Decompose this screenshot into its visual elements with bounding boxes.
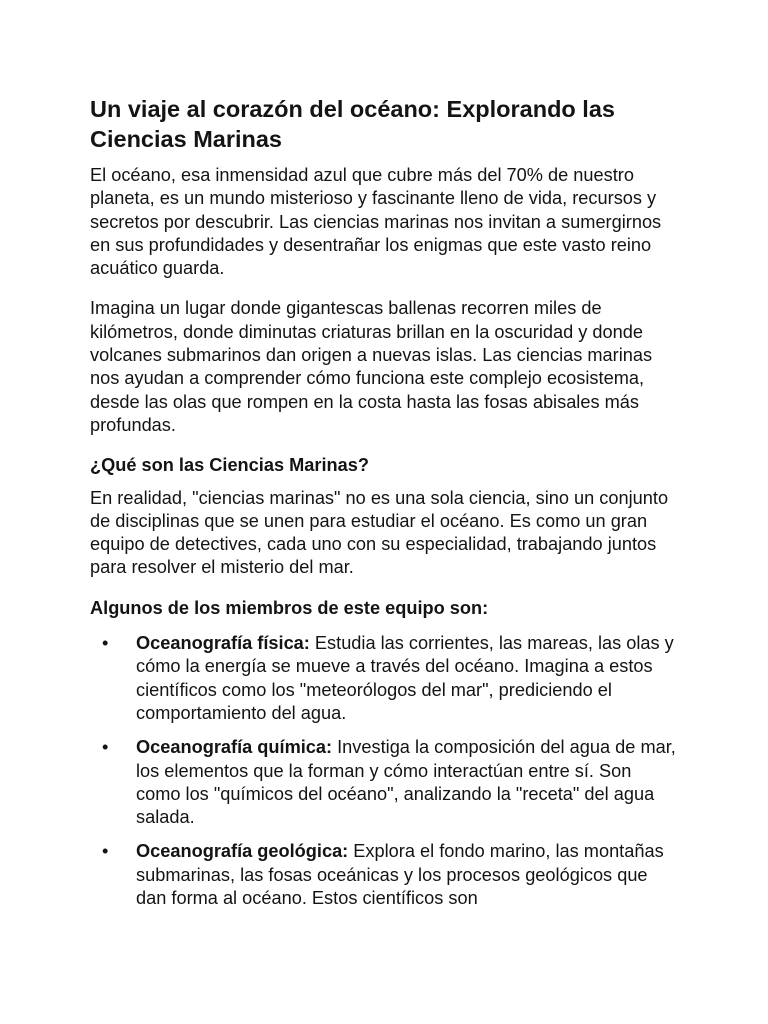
list-item-term: Oceanografía química:: [136, 737, 333, 758]
imagine-paragraph: Imagina un lugar donde gigantescas ballenas recorren miles de kilómetros, donde diminutas criaturas brillan en la oscuridad y donde volcanes submarinos dan origen a nuevas islas. Las ciencias marinas nos ayudan a comprender cómo funciona este complejo ecosistema, desde las olas que rompen en la costa hasta las fosas abisales más profundas.: [90, 298, 653, 435]
document-title: Un viaje al corazón del océano: Explorando las Ciencias Marinas: [90, 96, 615, 152]
bullet-icon: •: [102, 737, 109, 758]
list-item-text: Investiga la composición del agua de mar, los elementos que la forman y cómo interactúan entre sí. Son como los "químicos del océano", analizando la "receta" del agua salada.: [136, 737, 676, 828]
section-paragraph: En realidad, "ciencias marinas" no es una sola ciencia, sino un conjunto de disciplinas que se unen para estudiar el océano. Es como un gran equipo de detectives, cada uno con su especialidad, trabajando juntos para resolver el misterio del mar.: [90, 487, 669, 578]
list-item: [90, 840, 680, 910]
bullet-icon: •: [102, 841, 109, 862]
intro-paragraph: El océano, esa inmensidad azul que cubre más del 70% de nuestro planeta, es un mundo misterioso y fascinante lleno de vida, recursos y secretos por descubrir. Las ciencias marinas nos invitan a sumergirnos en sus profundidades y desentrañar los enigmas que este vasto reino acuático guarda.: [90, 165, 662, 279]
list-item-term: Oceanografía geológica:: [136, 841, 349, 862]
bullet-icon: •: [102, 633, 109, 654]
list-heading: Algunos de los miembros de este equipo son:: [90, 597, 489, 618]
list-item: [90, 632, 680, 725]
disciplines-list: [90, 632, 680, 910]
section-heading: ¿Qué son las Ciencias Marinas?: [90, 455, 369, 476]
list-item: [90, 736, 680, 829]
document-content: [90, 94, 680, 921]
list-item-text: Explora el fondo marino, las montañas submarinas, las fosas oceánicas y los procesos geológicos que dan forma al océano. Estos científicos son: [136, 841, 664, 909]
list-item-text: Estudia las corrientes, las mareas, las olas y cómo la energía se mueve a través del océano. Imagina a estos científicos como los "meteorólogos del mar", prediciendo el comportamiento del agua.: [136, 633, 674, 723]
list-item-term: Oceanografía física:: [136, 633, 310, 654]
